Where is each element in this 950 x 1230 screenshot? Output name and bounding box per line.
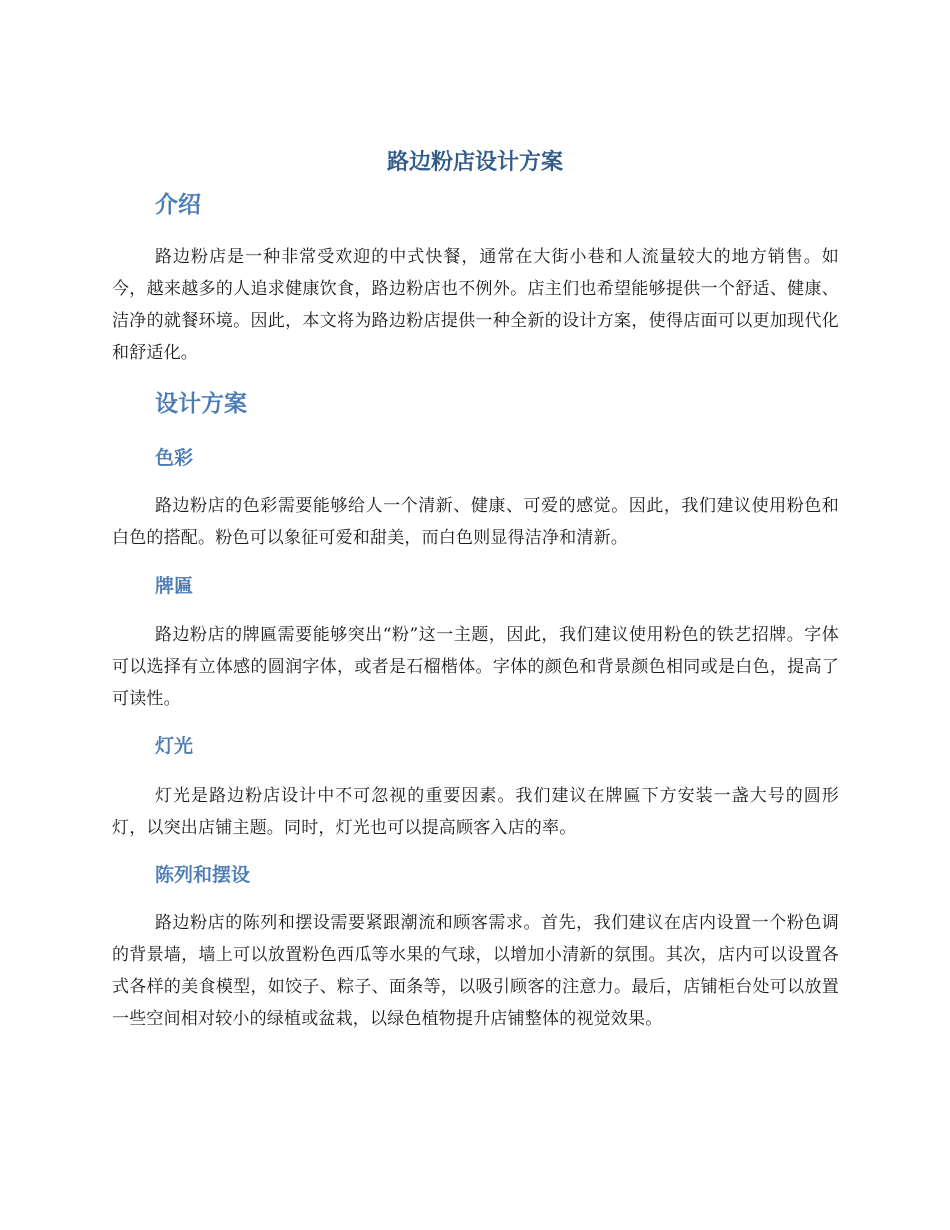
subsection-heading-color: 色彩 (155, 447, 194, 469)
paragraph-display: 路边粉店的陈列和摆设需要紧跟潮流和顾客需求。首先，我们建议在店内设置一个粉色调的背景墙，墙上可以放置粉色西瓜等水果的气球，以增加小清新的氛围。其次，店内可以设置各式各样的美食模型，如饺子、粽子、面条等，以吸引顾客的注意力。最后，店铺柜台处可以放置一些空间相对较小的绿植或盆栽，以绿色植物提升店铺整体的视觉效果。 (112, 913, 839, 1029)
paragraph-intro: 路边粉店是一种非常受欢迎的中式快餐，通常在大街小巷和人流量较大的地方销售。如今，越来越多的人追求健康饮食，路边粉店也不例外。店主们也希望能够提供一个舒适、健康、洁净的就餐环境。因此，本文将为路边粉店提供一种全新的设计方案，使得店面可以更加现代化和舒适化。 (112, 247, 839, 363)
paragraph-signboard: 路边粉店的牌匾需要能够突出“粉”这一主题，因此，我们建议使用粉色的铁艺招牌。字体可以选择有立体感的圆润字体，或者是石榴楷体。字体的颜色和背景颜色相同或是白色，提高了可读性。 (112, 625, 839, 709)
paragraph-color: 路边粉店的色彩需要能够给人一个清新、健康、可爱的感觉。因此，我们建议使用粉色和白色的搭配。粉色可以象征可爱和甜美，而白色则显得洁净和清新。 (112, 496, 839, 548)
paragraph-lighting: 灯光是路边粉店设计中不可忽视的重要因素。我们建议在牌匾下方安装一盏大号的圆形灯，以突出店铺主题。同时，灯光也可以提高顾客入店的率。 (112, 786, 839, 838)
document-title: 路边粉店设计方案 (386, 150, 563, 175)
subsection-heading-display: 陈列和摆设 (155, 864, 251, 886)
subsection-heading-lighting: 灯光 (155, 735, 194, 757)
subsection-heading-signboard: 牌匾 (155, 575, 194, 597)
section-heading-design: 设计方案 (155, 391, 247, 417)
section-heading-intro: 介绍 (155, 192, 201, 218)
